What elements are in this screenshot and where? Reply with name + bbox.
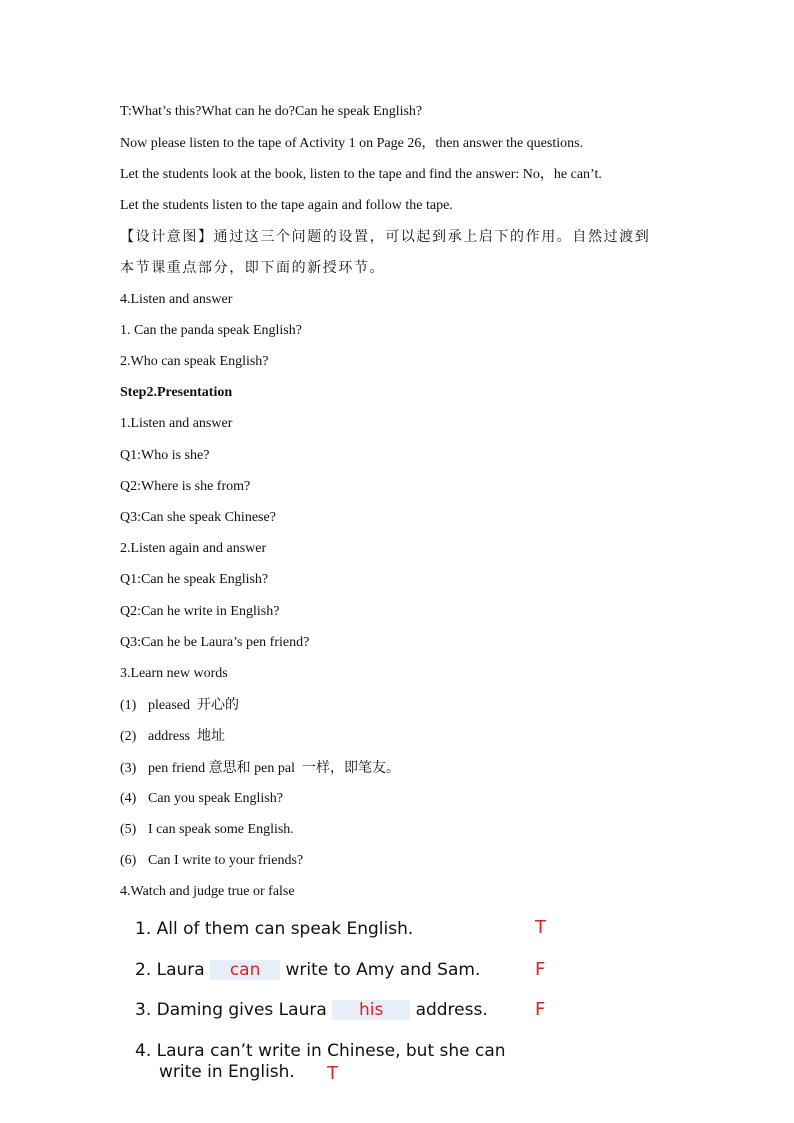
sentence-text: 2. Laura	[135, 960, 205, 980]
design-intent-line-1: 【设计意图】通过这三个问题的设置，可以起到承上启下的作用。自然过渡到	[120, 229, 651, 245]
question-item: Q1:Can he speak English?	[120, 572, 269, 587]
word-chinese: 开心的	[196, 697, 239, 713]
word-item	[120, 789, 283, 809]
sentence-text: write to Amy and Sam.	[285, 960, 481, 980]
instruction-look-line: Let the students look at the book, listen to the tape and find the answer: No，he can’t.	[120, 167, 602, 182]
answer-mark-3: F	[535, 999, 546, 1020]
exercise-sentence-2	[135, 960, 480, 980]
exercise-sentence-4: 4. Laura can’t write in Chinese, but she can	[135, 1041, 506, 1061]
word-english-2: pen pal	[254, 761, 295, 776]
word-number: (4)	[120, 791, 137, 806]
sentence-text: address.	[415, 1000, 488, 1020]
section-listen-answer-1: 1.Listen and answer	[120, 416, 233, 431]
instruction-listen-line: Now please listen to the tape of Activity 1 on Page 26，then answer the questions.	[120, 136, 584, 151]
filled-blank: his	[332, 1000, 410, 1020]
word-english: Can I write to your friends?	[148, 853, 304, 868]
word-item	[120, 758, 400, 779]
design-intent-line-2: 本节课重点部分，即下面的新授环节。	[120, 260, 386, 276]
filled-blank: can	[210, 960, 280, 980]
question-item: Q2:Can he write in English?	[120, 604, 280, 619]
word-chinese: 意思和	[208, 760, 251, 776]
section-listen-again: 2.Listen again and answer	[120, 541, 267, 556]
exercise-sentence-3	[135, 1000, 488, 1020]
question-item: Q3:Can she speak Chinese?	[120, 510, 276, 525]
word-number: (5)	[120, 822, 137, 837]
word-number: (3)	[120, 761, 137, 776]
word-item	[120, 851, 303, 871]
question-item: Q3:Can he be Laura’s pen friend?	[120, 635, 310, 650]
question-panda: 1. Can the panda speak English?	[120, 323, 302, 338]
word-number: (2)	[120, 729, 137, 744]
word-english: Can you speak English?	[148, 791, 283, 806]
word-chinese: 地址	[197, 728, 225, 744]
word-number: (6)	[120, 853, 137, 868]
word-item	[120, 695, 239, 716]
instruction-follow-line: Let the students listen to the tape again and follow the tape.	[120, 198, 453, 213]
word-item	[120, 726, 225, 747]
answer-mark-4: T	[327, 1063, 338, 1084]
question-item: Q1:Who is she?	[120, 448, 210, 463]
section-watch-judge: 4.Watch and judge true or false	[120, 884, 295, 899]
section-learn-words: 3.Learn new words	[120, 666, 228, 681]
word-english: address	[148, 729, 190, 744]
answer-mark-1: T	[535, 917, 546, 938]
question-item: Q2:Where is she from?	[120, 479, 251, 494]
word-english: pleased	[148, 698, 190, 713]
word-number: (1)	[120, 698, 137, 713]
teacher-question-line: T:What’s this?What can he do?Can he speak English?	[120, 104, 423, 119]
exercise-sentence-1: 1. All of them can speak English.	[135, 919, 414, 939]
word-chinese-2: 一样，即笔友。	[301, 760, 400, 776]
word-english: pen friend	[148, 761, 206, 776]
answer-mark-2: F	[535, 959, 546, 980]
step2-heading: Step2.Presentation	[120, 385, 233, 400]
word-item	[120, 820, 294, 840]
word-english: I can speak some English.	[148, 822, 294, 837]
section-listen-answer: 4.Listen and answer	[120, 292, 233, 307]
exercise-sentence-4-cont: write in English.	[159, 1062, 295, 1082]
question-who: 2.Who can speak English?	[120, 354, 269, 369]
sentence-text: 3. Daming gives Laura	[135, 1000, 327, 1020]
